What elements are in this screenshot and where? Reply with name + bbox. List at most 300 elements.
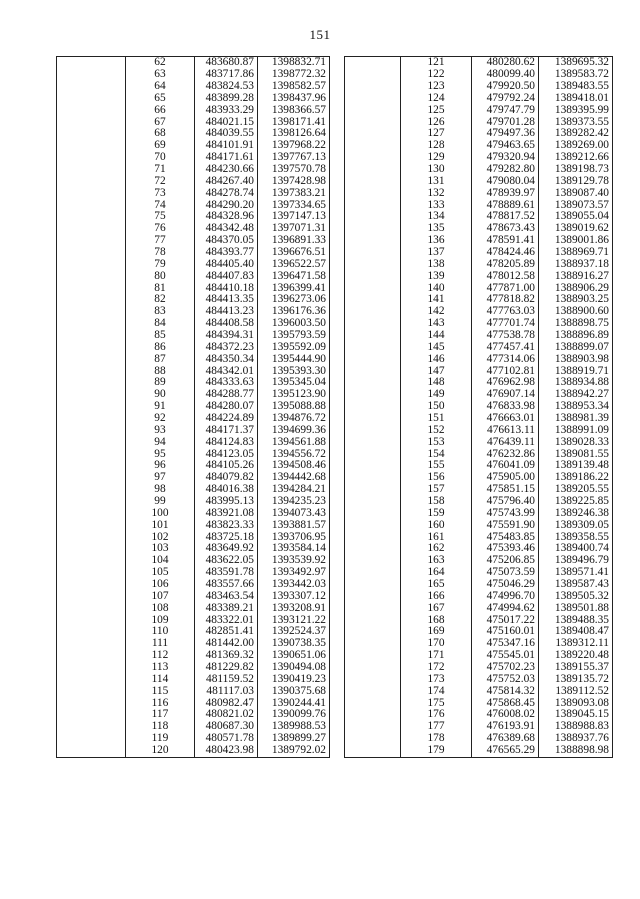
x-coordinate-cell: 483463.54 bbox=[195, 591, 258, 603]
x-coordinate-cell: 475347.16 bbox=[472, 638, 539, 650]
point-number-cell: 102 bbox=[126, 531, 195, 543]
table-row bbox=[57, 508, 330, 520]
point-number-cell: 156 bbox=[401, 472, 472, 484]
point-number-cell: 157 bbox=[401, 484, 472, 496]
x-coordinate-cell: 480821.02 bbox=[195, 709, 258, 721]
y-coordinate-cell: 1389505.32 bbox=[539, 591, 613, 603]
y-coordinate-cell: 1389373.55 bbox=[539, 116, 613, 128]
y-coordinate-cell: 1394235.23 bbox=[258, 496, 330, 508]
table-row bbox=[345, 437, 613, 449]
y-coordinate-cell: 1390651.06 bbox=[258, 650, 330, 662]
table-row bbox=[345, 318, 613, 330]
y-coordinate-cell: 1388942.27 bbox=[539, 389, 613, 401]
table-row bbox=[57, 520, 330, 532]
x-coordinate-cell: 484171.61 bbox=[195, 152, 258, 164]
table-row bbox=[345, 235, 613, 247]
table-row bbox=[57, 93, 330, 105]
y-coordinate-cell: 1388906.29 bbox=[539, 282, 613, 294]
table-body-left bbox=[57, 57, 330, 758]
point-number-cell: 87 bbox=[126, 353, 195, 365]
y-coordinate-cell: 1393881.57 bbox=[258, 520, 330, 532]
point-number-cell: 179 bbox=[401, 745, 472, 757]
table-row bbox=[345, 745, 613, 757]
x-coordinate-cell: 474996.70 bbox=[472, 591, 539, 603]
table-row bbox=[57, 674, 330, 686]
table-row bbox=[345, 662, 613, 674]
y-coordinate-cell: 1389488.35 bbox=[539, 614, 613, 626]
x-coordinate-cell: 480280.62 bbox=[472, 57, 539, 69]
y-coordinate-cell: 1389212.66 bbox=[539, 152, 613, 164]
x-coordinate-cell: 483725.18 bbox=[195, 531, 258, 543]
table-row bbox=[345, 638, 613, 650]
x-coordinate-cell: 484039.55 bbox=[195, 128, 258, 140]
x-coordinate-cell: 483995.13 bbox=[195, 496, 258, 508]
x-coordinate-cell: 478939.97 bbox=[472, 187, 539, 199]
y-coordinate-cell: 1389135.72 bbox=[539, 674, 613, 686]
blank-cell bbox=[57, 709, 126, 721]
point-number-cell: 172 bbox=[401, 662, 472, 674]
x-coordinate-cell: 484123.05 bbox=[195, 448, 258, 460]
x-coordinate-cell: 484408.58 bbox=[195, 318, 258, 330]
x-coordinate-cell: 484021.15 bbox=[195, 116, 258, 128]
point-number-cell: 86 bbox=[126, 342, 195, 354]
table-row bbox=[57, 152, 330, 164]
x-coordinate-cell: 484342.48 bbox=[195, 223, 258, 235]
x-coordinate-cell: 484105.26 bbox=[195, 460, 258, 472]
table-row bbox=[57, 662, 330, 674]
blank-cell bbox=[345, 140, 401, 152]
x-coordinate-cell: 484230.66 bbox=[195, 164, 258, 176]
blank-cell bbox=[57, 199, 126, 211]
table-row bbox=[57, 247, 330, 259]
x-coordinate-cell: 483823.33 bbox=[195, 520, 258, 532]
y-coordinate-cell: 1396522.57 bbox=[258, 259, 330, 271]
y-coordinate-cell: 1394699.36 bbox=[258, 425, 330, 437]
x-coordinate-cell: 478591.41 bbox=[472, 235, 539, 247]
y-coordinate-cell: 1395592.09 bbox=[258, 342, 330, 354]
table-row bbox=[345, 176, 613, 188]
table-row bbox=[57, 294, 330, 306]
blank-cell bbox=[345, 104, 401, 116]
blank-cell bbox=[57, 508, 126, 520]
blank-cell bbox=[57, 57, 126, 69]
x-coordinate-cell: 477763.03 bbox=[472, 306, 539, 318]
y-coordinate-cell: 1389312.11 bbox=[539, 638, 613, 650]
table-row bbox=[345, 69, 613, 81]
blank-cell bbox=[57, 69, 126, 81]
table-row bbox=[345, 377, 613, 389]
point-number-cell: 101 bbox=[126, 520, 195, 532]
point-number-cell: 130 bbox=[401, 164, 472, 176]
table-row bbox=[345, 425, 613, 437]
x-coordinate-cell: 484267.40 bbox=[195, 176, 258, 188]
coordinates-table-right bbox=[344, 56, 613, 758]
blank-cell bbox=[345, 353, 401, 365]
blank-cell bbox=[57, 377, 126, 389]
point-number-cell: 66 bbox=[126, 104, 195, 116]
y-coordinate-cell: 1389587.43 bbox=[539, 579, 613, 591]
table-row bbox=[345, 294, 613, 306]
blank-cell bbox=[345, 543, 401, 555]
table-row bbox=[345, 401, 613, 413]
table-row bbox=[57, 638, 330, 650]
point-number-cell: 81 bbox=[126, 282, 195, 294]
y-coordinate-cell: 1389496.79 bbox=[539, 555, 613, 567]
x-coordinate-cell: 478012.58 bbox=[472, 270, 539, 282]
table-row bbox=[57, 614, 330, 626]
y-coordinate-cell: 1388898.98 bbox=[539, 745, 613, 757]
x-coordinate-cell: 483680.87 bbox=[195, 57, 258, 69]
x-coordinate-cell: 475393.46 bbox=[472, 543, 539, 555]
x-coordinate-cell: 476833.98 bbox=[472, 401, 539, 413]
table-row bbox=[345, 164, 613, 176]
blank-cell bbox=[345, 187, 401, 199]
table-row bbox=[57, 353, 330, 365]
blank-cell bbox=[345, 93, 401, 105]
point-number-cell: 70 bbox=[126, 152, 195, 164]
table-row bbox=[345, 57, 613, 69]
y-coordinate-cell: 1389087.40 bbox=[539, 187, 613, 199]
blank-cell bbox=[345, 567, 401, 579]
blank-cell bbox=[57, 626, 126, 638]
x-coordinate-cell: 479792.24 bbox=[472, 93, 539, 105]
blank-cell bbox=[57, 686, 126, 698]
table-row bbox=[345, 709, 613, 721]
x-coordinate-cell: 479463.65 bbox=[472, 140, 539, 152]
point-number-cell: 115 bbox=[126, 686, 195, 698]
blank-cell bbox=[345, 128, 401, 140]
blank-cell bbox=[345, 626, 401, 638]
x-coordinate-cell: 475814.32 bbox=[472, 686, 539, 698]
table-row bbox=[57, 709, 330, 721]
point-number-cell: 146 bbox=[401, 353, 472, 365]
point-number-cell: 113 bbox=[126, 662, 195, 674]
blank-cell bbox=[57, 484, 126, 496]
y-coordinate-cell: 1389055.04 bbox=[539, 211, 613, 223]
table-row bbox=[345, 626, 613, 638]
point-number-cell: 80 bbox=[126, 270, 195, 282]
x-coordinate-cell: 484280.07 bbox=[195, 401, 258, 413]
blank-cell bbox=[57, 496, 126, 508]
blank-cell bbox=[57, 140, 126, 152]
table-row bbox=[57, 389, 330, 401]
y-coordinate-cell: 1390738.35 bbox=[258, 638, 330, 650]
point-number-cell: 64 bbox=[126, 81, 195, 93]
y-coordinate-cell: 1389205.55 bbox=[539, 484, 613, 496]
y-coordinate-cell: 1390099.76 bbox=[258, 709, 330, 721]
y-coordinate-cell: 1389408.47 bbox=[539, 626, 613, 638]
point-number-cell: 62 bbox=[126, 57, 195, 69]
blank-cell bbox=[57, 235, 126, 247]
y-coordinate-cell: 1394442.68 bbox=[258, 472, 330, 484]
x-coordinate-cell: 476663.01 bbox=[472, 413, 539, 425]
blank-cell bbox=[345, 437, 401, 449]
point-number-cell: 162 bbox=[401, 543, 472, 555]
point-number-cell: 108 bbox=[126, 603, 195, 615]
point-number-cell: 174 bbox=[401, 686, 472, 698]
point-number-cell: 84 bbox=[126, 318, 195, 330]
table-row bbox=[57, 650, 330, 662]
blank-cell bbox=[345, 57, 401, 69]
point-number-cell: 178 bbox=[401, 733, 472, 745]
point-number-cell: 72 bbox=[126, 176, 195, 188]
point-number-cell: 117 bbox=[126, 709, 195, 721]
y-coordinate-cell: 1395393.30 bbox=[258, 365, 330, 377]
point-number-cell: 107 bbox=[126, 591, 195, 603]
x-coordinate-cell: 474994.62 bbox=[472, 603, 539, 615]
table-row bbox=[345, 472, 613, 484]
point-number-cell: 176 bbox=[401, 709, 472, 721]
x-coordinate-cell: 478889.61 bbox=[472, 199, 539, 211]
y-coordinate-cell: 1393492.97 bbox=[258, 567, 330, 579]
x-coordinate-cell: 484333.63 bbox=[195, 377, 258, 389]
table-row bbox=[57, 460, 330, 472]
table-row bbox=[345, 199, 613, 211]
table-row bbox=[57, 176, 330, 188]
point-number-cell: 138 bbox=[401, 259, 472, 271]
y-coordinate-cell: 1389899.27 bbox=[258, 733, 330, 745]
point-number-cell: 78 bbox=[126, 247, 195, 259]
point-number-cell: 140 bbox=[401, 282, 472, 294]
table-row bbox=[57, 531, 330, 543]
x-coordinate-cell: 484342.01 bbox=[195, 365, 258, 377]
blank-cell bbox=[57, 318, 126, 330]
y-coordinate-cell: 1388903.25 bbox=[539, 294, 613, 306]
x-coordinate-cell: 483622.05 bbox=[195, 555, 258, 567]
x-coordinate-cell: 476613.11 bbox=[472, 425, 539, 437]
table-row bbox=[345, 496, 613, 508]
blank-cell bbox=[57, 152, 126, 164]
x-coordinate-cell: 475851.15 bbox=[472, 484, 539, 496]
point-number-cell: 94 bbox=[126, 437, 195, 449]
x-coordinate-cell: 484290.20 bbox=[195, 199, 258, 211]
point-number-cell: 88 bbox=[126, 365, 195, 377]
blank-cell bbox=[345, 745, 401, 757]
x-coordinate-cell: 475868.45 bbox=[472, 697, 539, 709]
blank-cell bbox=[345, 520, 401, 532]
table-row bbox=[345, 674, 613, 686]
y-coordinate-cell: 1389418.01 bbox=[539, 93, 613, 105]
blank-cell bbox=[57, 247, 126, 259]
point-number-cell: 97 bbox=[126, 472, 195, 484]
y-coordinate-cell: 1396471.58 bbox=[258, 270, 330, 282]
point-number-cell: 152 bbox=[401, 425, 472, 437]
blank-cell bbox=[345, 425, 401, 437]
x-coordinate-cell: 484370.05 bbox=[195, 235, 258, 247]
y-coordinate-cell: 1394876.72 bbox=[258, 413, 330, 425]
point-number-cell: 111 bbox=[126, 638, 195, 650]
y-coordinate-cell: 1396003.50 bbox=[258, 318, 330, 330]
blank-cell bbox=[345, 81, 401, 93]
x-coordinate-cell: 476565.29 bbox=[472, 745, 539, 757]
blank-cell bbox=[57, 389, 126, 401]
y-coordinate-cell: 1395345.04 bbox=[258, 377, 330, 389]
table-row bbox=[57, 69, 330, 81]
table-row bbox=[57, 472, 330, 484]
blank-cell bbox=[345, 294, 401, 306]
table-row bbox=[57, 721, 330, 733]
point-number-cell: 67 bbox=[126, 116, 195, 128]
x-coordinate-cell: 477102.81 bbox=[472, 365, 539, 377]
y-coordinate-cell: 1389988.53 bbox=[258, 721, 330, 733]
table-row bbox=[345, 543, 613, 555]
table-row bbox=[345, 614, 613, 626]
x-coordinate-cell: 483389.21 bbox=[195, 603, 258, 615]
y-coordinate-cell: 1395123.90 bbox=[258, 389, 330, 401]
table-row bbox=[57, 448, 330, 460]
x-coordinate-cell: 478205.89 bbox=[472, 259, 539, 271]
x-coordinate-cell: 481117.03 bbox=[195, 686, 258, 698]
y-coordinate-cell: 1390244.41 bbox=[258, 697, 330, 709]
y-coordinate-cell: 1398832.71 bbox=[258, 57, 330, 69]
blank-cell bbox=[57, 164, 126, 176]
point-number-cell: 120 bbox=[126, 745, 195, 757]
point-number-cell: 63 bbox=[126, 69, 195, 81]
point-number-cell: 132 bbox=[401, 187, 472, 199]
table-row bbox=[57, 591, 330, 603]
blank-cell bbox=[57, 116, 126, 128]
x-coordinate-cell: 476041.09 bbox=[472, 460, 539, 472]
y-coordinate-cell: 1389395.99 bbox=[539, 104, 613, 116]
point-number-cell: 153 bbox=[401, 437, 472, 449]
point-number-cell: 69 bbox=[126, 140, 195, 152]
point-number-cell: 145 bbox=[401, 342, 472, 354]
blank-cell bbox=[57, 721, 126, 733]
y-coordinate-cell: 1397570.78 bbox=[258, 164, 330, 176]
x-coordinate-cell: 483824.53 bbox=[195, 81, 258, 93]
point-number-cell: 71 bbox=[126, 164, 195, 176]
table-row bbox=[57, 377, 330, 389]
blank-cell bbox=[57, 353, 126, 365]
x-coordinate-cell: 481369.32 bbox=[195, 650, 258, 662]
x-coordinate-cell: 479080.04 bbox=[472, 176, 539, 188]
point-number-cell: 134 bbox=[401, 211, 472, 223]
x-coordinate-cell: 483557.66 bbox=[195, 579, 258, 591]
table-row bbox=[57, 164, 330, 176]
blank-cell bbox=[57, 555, 126, 567]
point-number-cell: 104 bbox=[126, 555, 195, 567]
y-coordinate-cell: 1394556.72 bbox=[258, 448, 330, 460]
table-row bbox=[345, 270, 613, 282]
point-number-cell: 93 bbox=[126, 425, 195, 437]
table-row bbox=[57, 626, 330, 638]
y-coordinate-cell: 1388937.18 bbox=[539, 259, 613, 271]
point-number-cell: 105 bbox=[126, 567, 195, 579]
table-row bbox=[345, 247, 613, 259]
x-coordinate-cell: 484350.34 bbox=[195, 353, 258, 365]
x-coordinate-cell: 483921.08 bbox=[195, 508, 258, 520]
point-number-cell: 68 bbox=[126, 128, 195, 140]
y-coordinate-cell: 1389792.02 bbox=[258, 745, 330, 757]
x-coordinate-cell: 484171.37 bbox=[195, 425, 258, 437]
blank-cell bbox=[57, 401, 126, 413]
x-coordinate-cell: 481159.52 bbox=[195, 674, 258, 686]
blank-cell bbox=[57, 472, 126, 484]
point-number-cell: 164 bbox=[401, 567, 472, 579]
x-coordinate-cell: 483591.78 bbox=[195, 567, 258, 579]
table-row bbox=[345, 140, 613, 152]
point-number-cell: 126 bbox=[401, 116, 472, 128]
y-coordinate-cell: 1389400.74 bbox=[539, 543, 613, 555]
blank-cell bbox=[345, 330, 401, 342]
x-coordinate-cell: 477701.74 bbox=[472, 318, 539, 330]
point-number-cell: 91 bbox=[126, 401, 195, 413]
blank-cell bbox=[345, 282, 401, 294]
point-number-cell: 124 bbox=[401, 93, 472, 105]
x-coordinate-cell: 477314.06 bbox=[472, 353, 539, 365]
blank-cell bbox=[345, 164, 401, 176]
point-number-cell: 142 bbox=[401, 306, 472, 318]
blank-cell bbox=[57, 674, 126, 686]
table-row bbox=[57, 579, 330, 591]
x-coordinate-cell: 481442.00 bbox=[195, 638, 258, 650]
table-row bbox=[345, 733, 613, 745]
point-number-cell: 155 bbox=[401, 460, 472, 472]
table-row bbox=[57, 733, 330, 745]
point-number-cell: 143 bbox=[401, 318, 472, 330]
x-coordinate-cell: 484101.91 bbox=[195, 140, 258, 152]
table-row bbox=[345, 389, 613, 401]
x-coordinate-cell: 484224.89 bbox=[195, 413, 258, 425]
y-coordinate-cell: 1389186.22 bbox=[539, 472, 613, 484]
table-row bbox=[57, 282, 330, 294]
y-coordinate-cell: 1390494.08 bbox=[258, 662, 330, 674]
blank-cell bbox=[57, 520, 126, 532]
y-coordinate-cell: 1389246.38 bbox=[539, 508, 613, 520]
blank-cell bbox=[345, 579, 401, 591]
blank-cell bbox=[345, 662, 401, 674]
table-row bbox=[57, 342, 330, 354]
table-row bbox=[345, 555, 613, 567]
point-number-cell: 168 bbox=[401, 614, 472, 626]
table-row bbox=[57, 270, 330, 282]
x-coordinate-cell: 479920.50 bbox=[472, 81, 539, 93]
x-coordinate-cell: 484079.82 bbox=[195, 472, 258, 484]
point-number-cell: 154 bbox=[401, 448, 472, 460]
x-coordinate-cell: 484328.96 bbox=[195, 211, 258, 223]
point-number-cell: 83 bbox=[126, 306, 195, 318]
table-row bbox=[345, 531, 613, 543]
blank-cell bbox=[345, 531, 401, 543]
point-number-cell: 127 bbox=[401, 128, 472, 140]
blank-cell bbox=[57, 187, 126, 199]
point-number-cell: 133 bbox=[401, 199, 472, 211]
x-coordinate-cell: 476439.11 bbox=[472, 437, 539, 449]
point-number-cell: 158 bbox=[401, 496, 472, 508]
point-number-cell: 128 bbox=[401, 140, 472, 152]
x-coordinate-cell: 484413.23 bbox=[195, 306, 258, 318]
blank-cell bbox=[345, 318, 401, 330]
blank-cell bbox=[57, 282, 126, 294]
blank-cell bbox=[57, 437, 126, 449]
blank-cell bbox=[57, 176, 126, 188]
y-coordinate-cell: 1396891.33 bbox=[258, 235, 330, 247]
blank-cell bbox=[57, 128, 126, 140]
table-row bbox=[57, 425, 330, 437]
blank-cell bbox=[345, 306, 401, 318]
table-row bbox=[345, 223, 613, 235]
blank-cell bbox=[345, 508, 401, 520]
x-coordinate-cell: 484124.83 bbox=[195, 437, 258, 449]
point-number-cell: 112 bbox=[126, 650, 195, 662]
blank-cell bbox=[345, 484, 401, 496]
point-number-cell: 92 bbox=[126, 413, 195, 425]
point-number-cell: 85 bbox=[126, 330, 195, 342]
point-number-cell: 167 bbox=[401, 603, 472, 615]
point-number-cell: 166 bbox=[401, 591, 472, 603]
y-coordinate-cell: 1388969.71 bbox=[539, 247, 613, 259]
x-coordinate-cell: 484405.40 bbox=[195, 259, 258, 271]
